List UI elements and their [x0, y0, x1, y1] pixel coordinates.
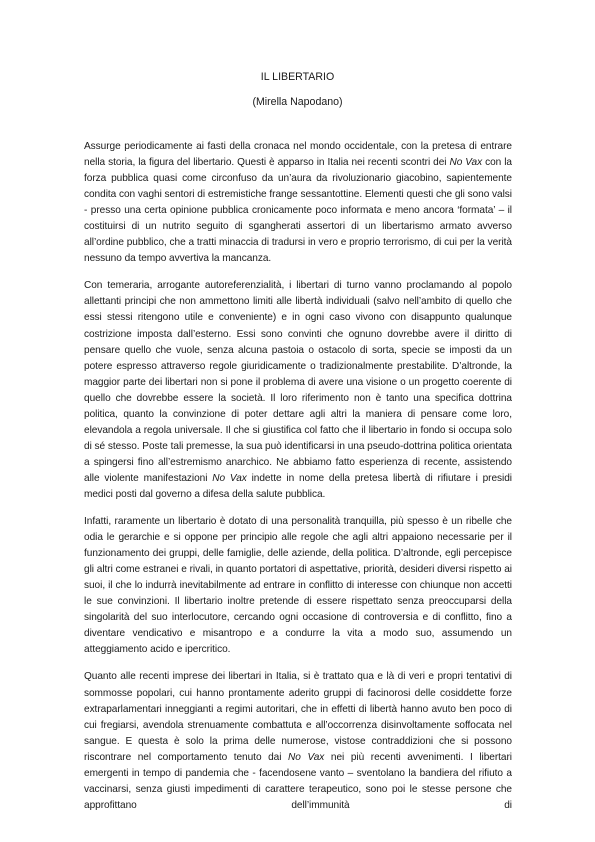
italic-term: No Vax — [288, 751, 325, 763]
paragraph-2: Con temeraria, arrogante autoreferenzialità, i libertari di turno vanno proclamando al popolo allettanti principi che non ammettono limiti alle libertà individuali (salvo nell’ambito di quello che essi stessi ritengono utile e conveniente) e in ogni caso vivono con disappunto qualunque costrizione imposta dall’esterno. Essi sono convinti che ognuno dovrebbe avere il diritto di pensare quello che vuole, senza alcuna pastoia o ostacolo di sorta, specie se imposti da un potere espresso attraverso regole giuridicamente o tradizionalmente prestabilite. D’altronde, la maggior parte dei libertari non si pone il problema di avere una visione o un progetto coerente di quello che dovrebbe essere la società. Il loro riferimento non è tanto una specifica dottrina politica, quanto la convinzione di poter dettare agli altri la maniera di pensare come loro, elevandola a regola universale. Il che si giustifica col fatto che il libertario in fondo si occupa solo di sé stesso. Poste tali premesse, la sua può identificarsi in una pseudo-dottrina politica orientata a spingersi fino all’estremismo anarchico. Ne abbiamo fatto esperienza di recente, assistendo alle violente manifestazioni No Vax indette in nome della pretesa libertà di rifiutare i presidi medici posti dal governo a difesa della salute pubblica. — [84, 280, 512, 500]
document-author: (Mirella Napodano) — [252, 96, 343, 108]
italic-term: No Vax — [212, 472, 247, 484]
paragraph-4: Quanto alle recenti imprese dei libertari in Italia, si è trattato qua e là di veri e propri tentativi di sommosse popolari, cui hanno prontamente aderito gruppi di facinorosi delle cosiddette forze extraparlamentari inneggianti a regimi autoritari, che in effetti di libertà hanno avuto ben poco di cui fregiarsi, avendola strenuamente combattuta e all’occorrenza disinvoltamente soffocata nel sangue. E questa è solo la prima delle numerose, vistose contraddizioni che si possono riscontrare nel comportamento tenuto dai No Vax nei più recenti avvenimenti. I libertari emergenti in tempo di pandemia che - facendosene vanto – sventolano la bandiera del rifiuto a vaccinarsi, senza giusti impedimenti di carattere terapeutico, sono poi le stesse persone che approfittano dell’immunità di — [84, 671, 512, 811]
document-body — [84, 139, 512, 825]
document-title: IL LIBERTARIO — [260, 71, 335, 83]
paragraph-3: Infatti, raramente un libertario è dotato di una personalità tranquilla, più spesso è un ribelle che odia le gerarchie e si oppone per principio alle regole che agli altri appaiono necessarie per il funzionamento dei gruppi, delle famiglie, delle aziende, della politica. D’altronde, egli percepisce gli altri come estranei e rivali, in quanto portatori di aspettative, priorità, desideri diversi rispetto ai suoi, il che lo indurrà inevitabilmente ad entrare in conflitto di interesse con chiunque non accetti le sue convinzioni. Il libertario inoltre pretende di essere rispettato senza preoccuparsi della singolarità del suo interlocutore, cercando ogni occasione di controversia e di conflitto, fino a diventare vendicativo e misantropo e a condurre la vita a modo suo, assumendo un atteggiamento acido e ipercritico. — [84, 516, 512, 656]
italic-term: No Vax — [449, 157, 483, 169]
paragraph-1: Assurge periodicamente ai fasti della cronaca nel mondo occidentale, con la pretesa di entrare nella storia, la figura del libertario. Questi è apparso in Italia nei recenti scontri dei No Vax con la forza pubblica quasi come circonfuso da un’aura da rivoluzionario giacobino, sapientemente condita con vaghi sentori di estremistiche frange sessantottine. Elementi questi che gli sono valsi - presso una certa opinione pubblica cronicamente poco informata e meno ancora ‘formata’ – il costituirsi di un nutrito seguito di sgangherati assertori di un libertarismo armato avverso all’ordine pubblico, che a tratti minaccia di tradursi in vero e proprio terrorismo, di cui per la verità nessuno da tempo avvertiva la mancanza. — [84, 141, 512, 265]
